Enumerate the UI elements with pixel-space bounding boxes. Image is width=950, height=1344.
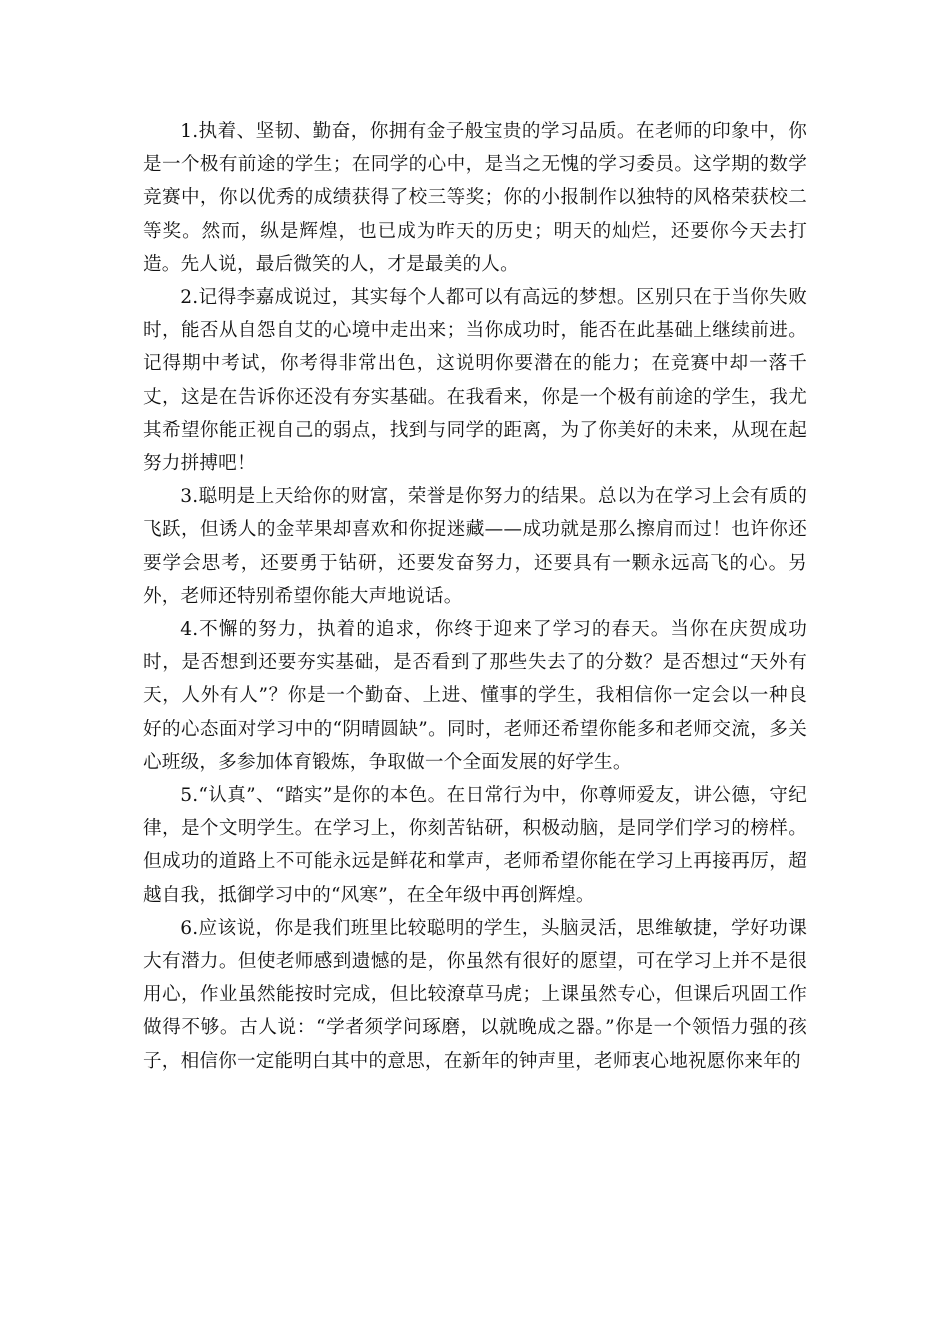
comment-paragraph-5: 5.“认真”、“踏实”是你的本色。在日常行为中，你尊师爱友，讲公德，守纪律，是个文明学生。在学习上，你刻苦钻研，积极动脑，是同学们学习的榜样。但成功的道路上不可能永远是鲜花和掌声，老师希望你能在学习上再接再厉，超越自我，抵御学习中的“风寒”，在全年级中再创辉煌。 bbox=[143, 785, 807, 906]
comment-paragraph-4: 4.不懈的努力，执着的追求，你终于迎来了学习的春天。当你在庆贺成功时，是否想到还要夯实基础，是否看到了那些失去了的分数？是否想过“天外有天，人外有人”？你是一个勤奋、上进、懂事的学生，我相信你一定会以一种良好的心态面对学习中的“阴晴圆缺”。同时，老师还希望你能多和老师交流，多关心班级，多参加体育锻炼，争取做一个全面发展的好学生。 bbox=[143, 619, 807, 773]
comment-paragraph-2: 2.记得李嘉成说过，其实每个人都可以有高远的梦想。区别只在于当你失败时，能否从自怨自艾的心境中走出来；当你成功时，能否在此基础上继续前进。记得期中考试，你考得非常出色，这说明你要潜在的能力；在竞赛中却一落千丈，这是在告诉你还没有夯实基础。在我看来，你是一个极有前途的学生，我尤其希望你能正视自己的弱点，找到与同学的距离，为了你美好的未来，从现在起努力拼搏吧！ bbox=[143, 287, 807, 475]
comment-paragraph-1: 1.执着、坚韧、勤奋，你拥有金子般宝贵的学习品质。在老师的印象中，你是一个极有前途的学生；在同学的心中，是当之无愧的学习委员。这学期的数学竞赛中，你以优秀的成绩获得了校三等奖；你的小报制作以独特的风格荣获校二等奖。然而，纵是辉煌，也已成为昨天的历史；明天的灿烂，还要你今天去打造。先人说，最后微笑的人，才是最美的人。 bbox=[143, 121, 807, 275]
document-body bbox=[143, 115, 807, 1078]
comment-paragraph-3: 3.聪明是上天给你的财富，荣誉是你努力的结果。总以为在学习上会有质的飞跃，但诱人的金苹果却喜欢和你捉迷藏——成功就是那么擦肩而过！也许你还要学会思考，还要勇于钻研，还要发奋努力，还要具有一颗永远高飞的心。另外，老师还特别希望你能大声地说话。 bbox=[143, 486, 807, 607]
comment-paragraph-6: 6.应该说，你是我们班里比较聪明的学生，头脑灵活，思维敏捷，学好功课大有潜力。但使老师感到遗憾的是，你虽然有很好的愿望，可在学习上并不是很用心，作业虽然能按时完成，但比较潦草马虎；上课虽然专心，但课后巩固工作做得不够。古人说：“学者须学问琢磨，以就晚成之器。”你是一个领悟力强的孩子，相信你一定能明白其中的意思，在新年的钟声里，老师衷心地祝愿你来年的 bbox=[143, 917, 807, 1072]
